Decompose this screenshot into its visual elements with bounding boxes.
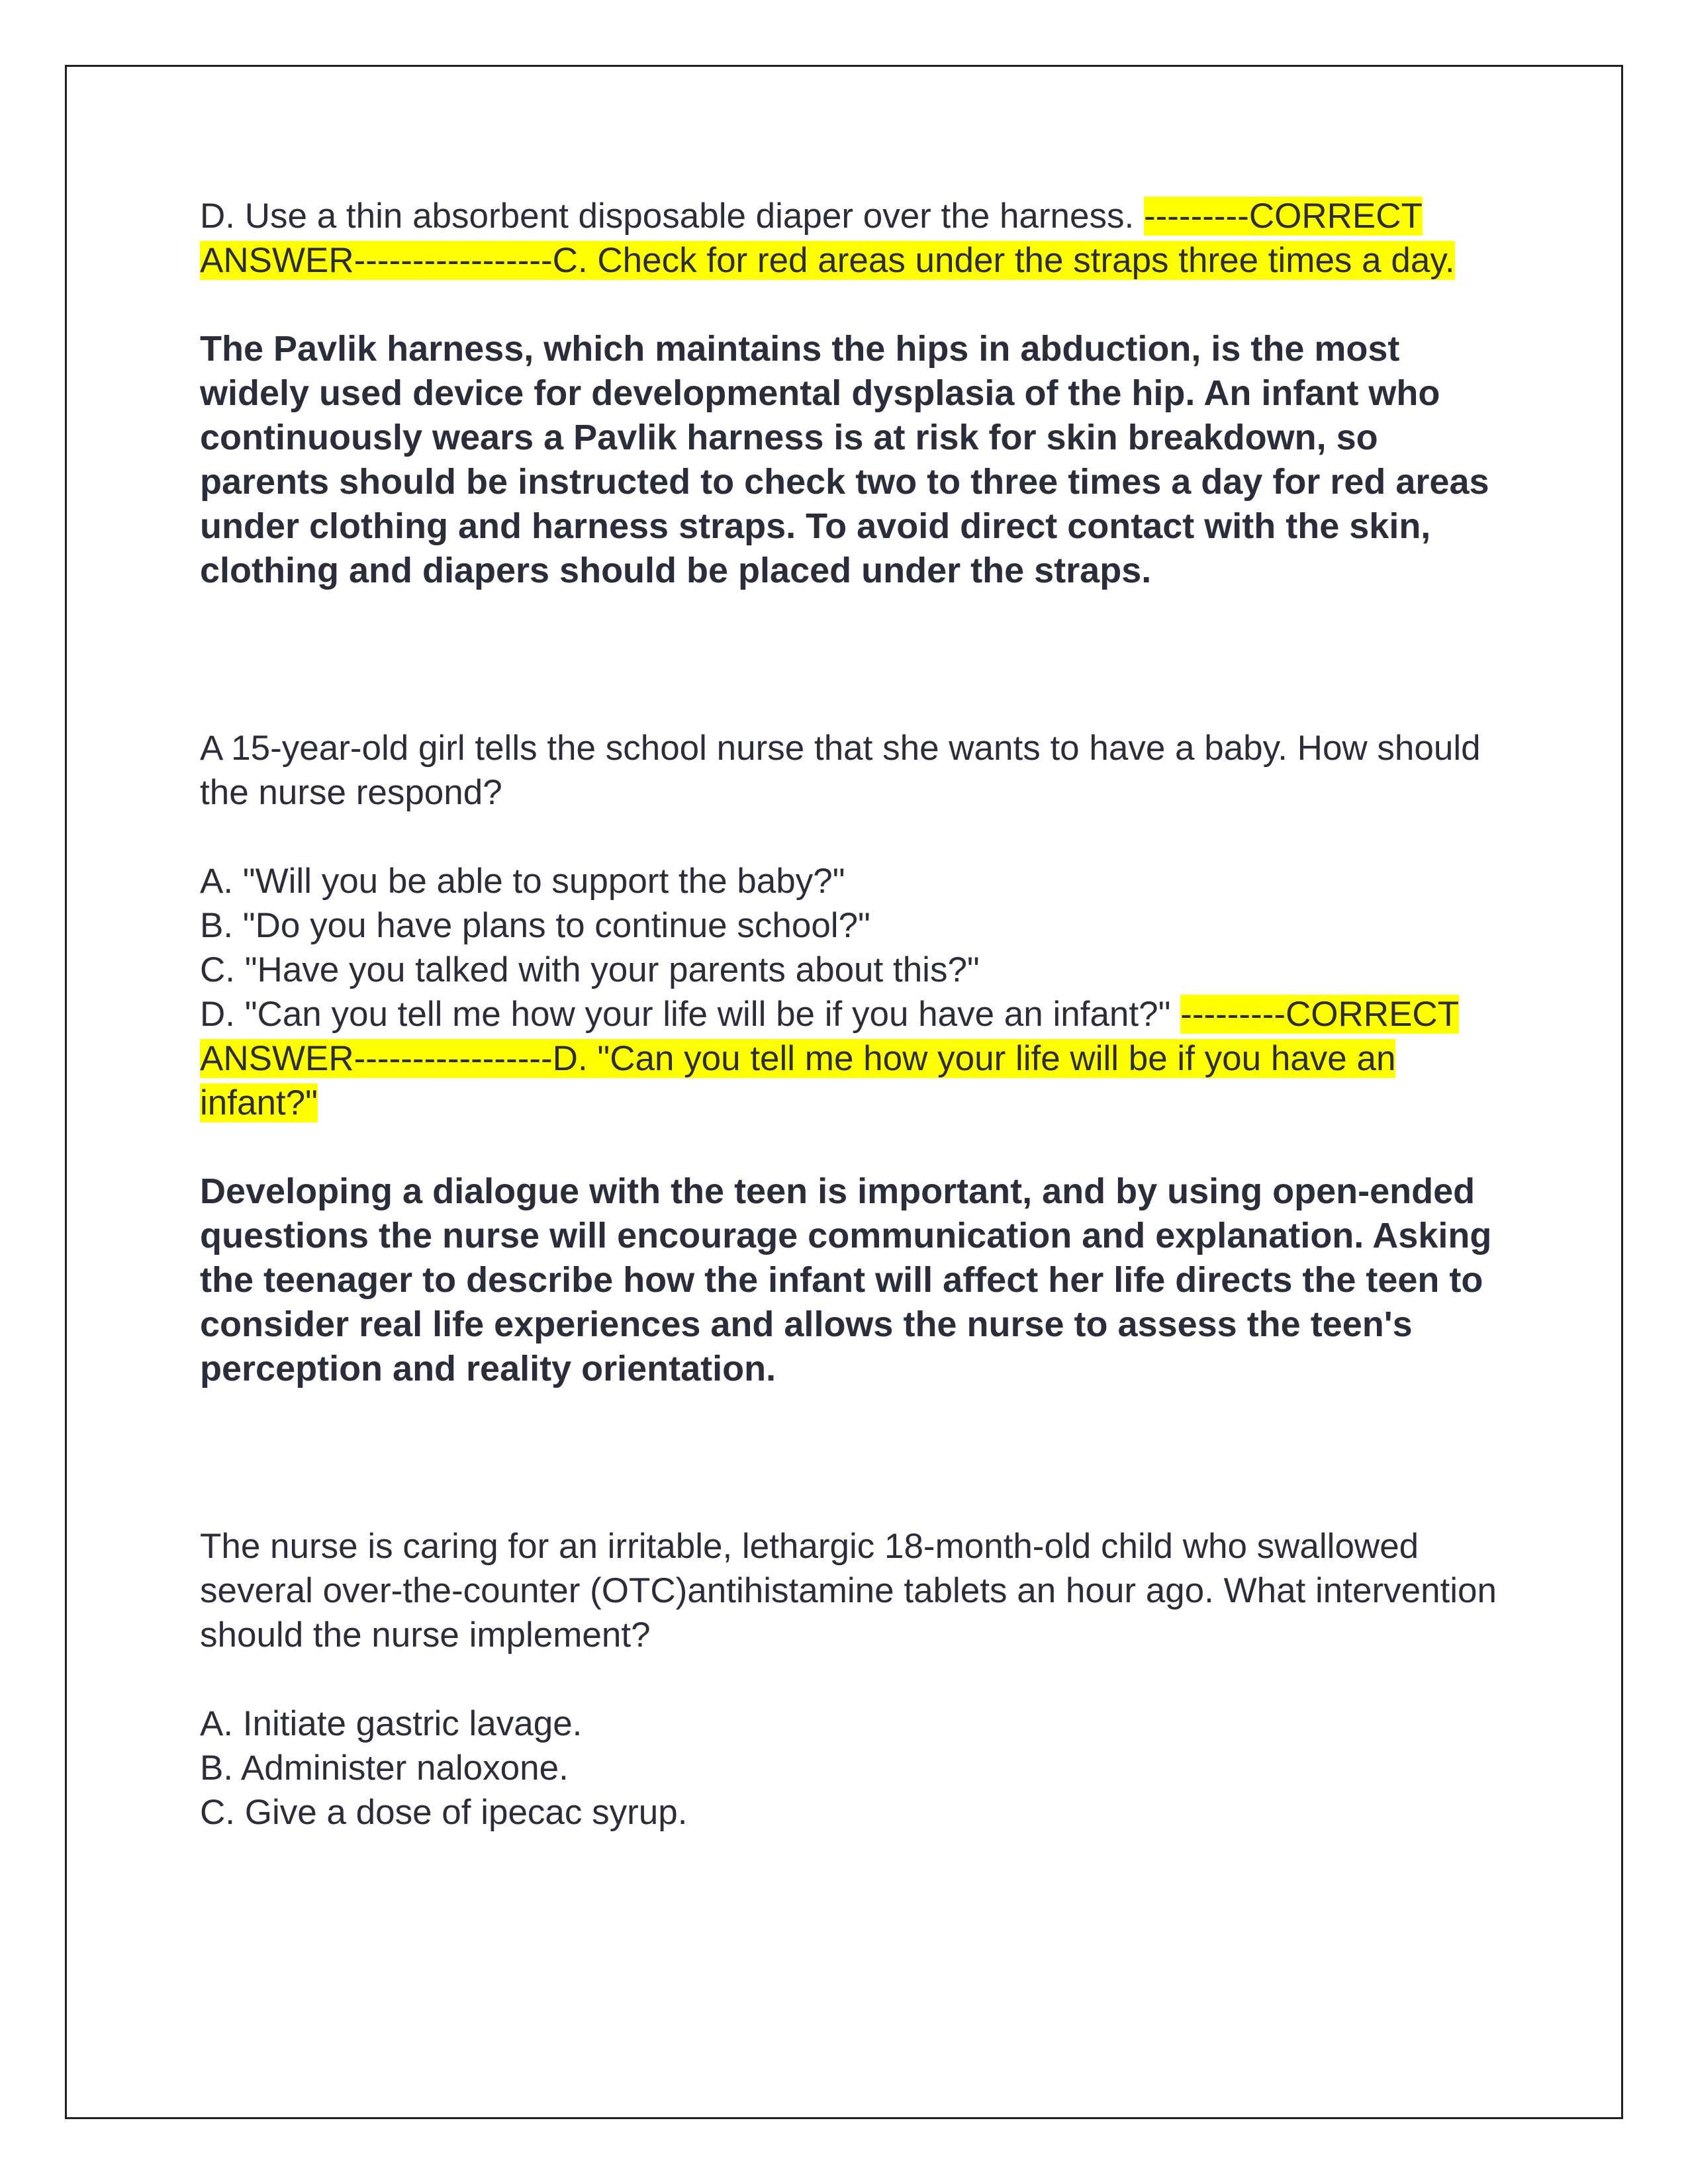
q1-rationale: The Pavlik harness, which maintains the hips in abduction, is the most widely used device for developmental dysplasia of the hip. An infant who continuously wears a Pavlik harness is at risk for skin breakdown, so parents should be instructed to check two to three times a day for red areas under clothing and harness straps. To avoid direct contact with the skin, clothing and diapers should be placed under the straps. (200, 329, 1489, 590)
q3-option-b: B. Administer naloxone. (200, 1749, 569, 1788)
q3-question: The nurse is caring for an irritable, lethargic 18-month-old child who swallowed several over-the-counter (OTC)antihistamine tablets an hour ago. What intervention should the nurse implement? (200, 1527, 1497, 1655)
q2-question: A 15-year-old girl tells the school nurse that she wants to have a baby. How should the nurse respond? (200, 729, 1481, 812)
document-body (200, 194, 1497, 1835)
q2-option-b: B. "Do you have plans to continue school?" (200, 906, 870, 945)
q2-correct-answer: ---------CORRECT ANSWER-----------------D. "Can you tell me how your life will be if you have an infant?" (200, 995, 1460, 1122)
q3-option-a: A. Initiate gastric lavage. (200, 1704, 583, 1743)
q1-block (200, 194, 1497, 283)
q3-option-c: C. Give a dose of ipecac syrup. (200, 1793, 688, 1832)
q1-correct-answer: ---------CORRECT ANSWER-----------------C. Check for red areas under the straps three times a day. (200, 197, 1455, 280)
q2-option-a: A. "Will you be able to support the baby?" (200, 862, 845, 901)
q2-option-c: C. "Have you talked with your parents about this?" (200, 950, 980, 989)
q2-option-d: D. "Can you tell me how your life will be if you have an infant?" (200, 995, 1171, 1034)
q2-rationale: Developing a dialogue with the teen is important, and by using open-ended questions the nurse will encourage communication and explanation. Asking the teenager to describe how the infant will affect her life directs the teen to consider real life experiences and allows the nurse to assess the teen's perception and reality orientation. (200, 1171, 1492, 1388)
q2-option-d-block (200, 992, 1497, 1125)
q1-option-d: D. Use a thin absorbent disposable diaper over the harness. (200, 197, 1135, 236)
